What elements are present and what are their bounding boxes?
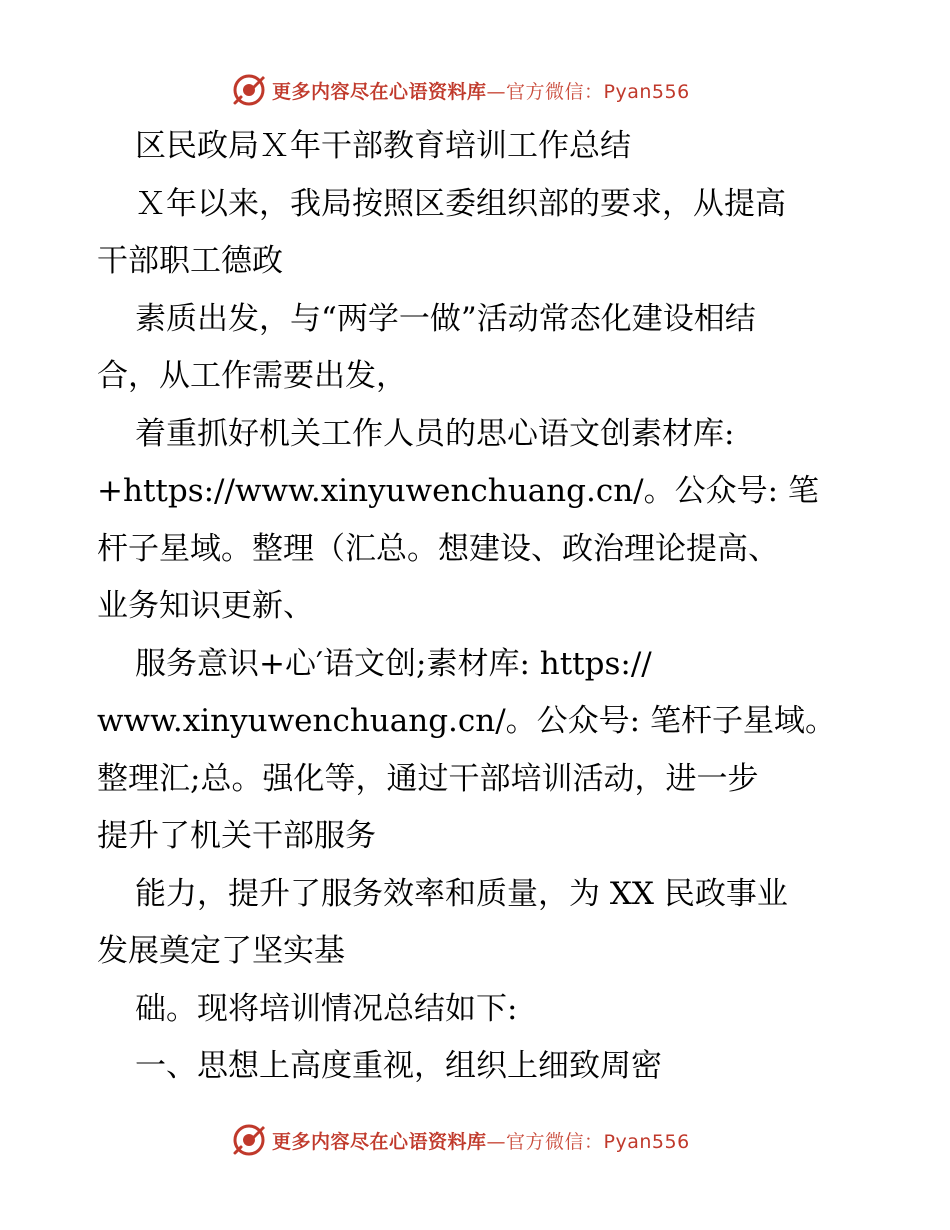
header-banner <box>232 72 690 108</box>
paragraph-line: 能力，提升了服务效率和质量，为 XX 民政事业 <box>135 875 788 912</box>
pen-logo-icon <box>232 1123 266 1157</box>
paragraph-line: 干部职工德政 <box>97 243 283 279</box>
paragraph-line: 提升了机关干部服务 <box>97 818 376 854</box>
banner-wechat-label: —官方微信： <box>486 80 604 103</box>
paragraph-line: 服务意识+心′语文创;素材库: https:// <box>135 645 652 682</box>
banner-wechat-id: Pyan556 <box>603 80 690 103</box>
paragraph-line: 着重抓好机关工作人员的思心语文创素材库: <box>135 415 735 452</box>
paragraph-line: Ｘ年以来，我局按照区委组织部的要求，从提高 <box>135 185 786 222</box>
paragraph-line: 合，从工作需要出发， <box>97 358 407 394</box>
paragraph-line: 业务知识更新、 <box>97 588 314 624</box>
banner-wechat-label: —官方微信： <box>486 1130 604 1153</box>
paragraph-line: 杆子星域。整理（汇总。想建设、政治理论提高、 <box>97 530 779 567</box>
paragraph-line: www.xinyuwenchuang.cn/。公众号: 笔杆子星域。 <box>97 703 836 739</box>
section-heading: 一、思想上高度重视，组织上细致周密 <box>135 1048 662 1084</box>
banner-site-name: 更多内容尽在心语资料库 <box>272 80 487 103</box>
banner-text <box>272 1127 690 1154</box>
document-title: 区民政局Ｘ年干部教育培训工作总结 <box>135 128 631 164</box>
pen-logo-icon <box>232 73 266 107</box>
banner-text <box>272 77 690 104</box>
paragraph-line: 础。现将培训情况总结如下: <box>135 990 518 1027</box>
paragraph-line: 素质出发，与“两学一做”活动常态化建设相结 <box>135 300 756 337</box>
document-body <box>97 118 857 1096</box>
paragraph-line: +https://www.xinyuwenchuang.cn/。公众号: 笔 <box>97 473 819 509</box>
banner-wechat-id: Pyan556 <box>603 1130 690 1153</box>
paragraph-line: 发展奠定了坚实基 <box>97 933 345 969</box>
banner-site-name: 更多内容尽在心语资料库 <box>272 1130 487 1153</box>
footer-banner <box>232 1122 690 1158</box>
paragraph-line: 整理汇;总。强化等，通过干部培训活动，进一步 <box>97 760 759 797</box>
